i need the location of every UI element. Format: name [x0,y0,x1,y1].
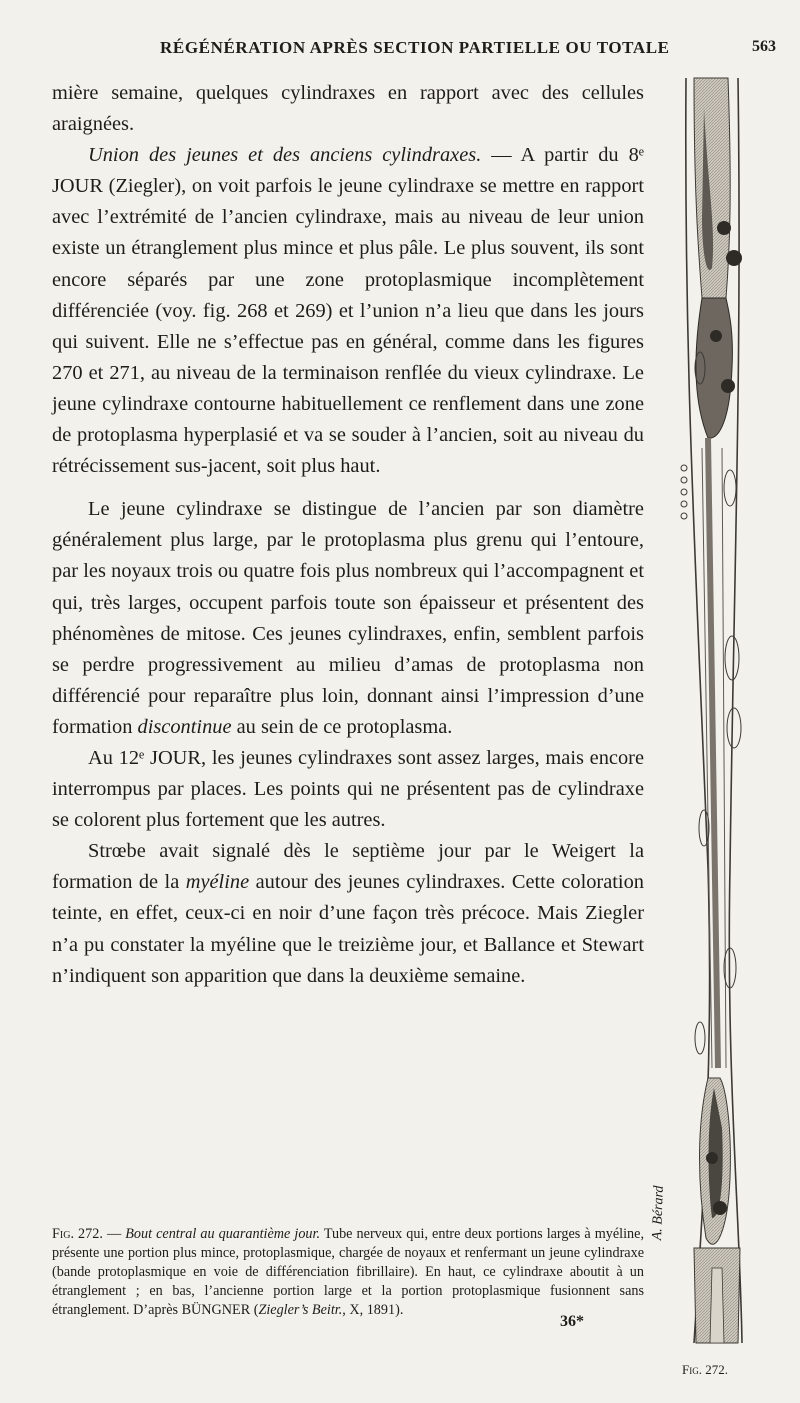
nerve-fiber-illustration [672,68,772,1348]
figure-label: Fig. 272. [682,1362,728,1377]
paragraph-5-text-b: autour des jeunes cylindraxes. Cette coloration teinte, en effet, ceux-ci en noir d’une façon très précoce. Mais Ziegler n’a pu constater la myéline que le treizième jour, et Ballance et Stewart n’indiquent son apparition que dans la deuxième semaine. [52,871,644,987]
caption-dash: — [106,1226,126,1242]
paragraph-2-text: — A partir du 8ᵉ JOUR (Ziegler), on voit parfois le jeune cylindraxe se mettre en rapport avec l’extrémité de l’ancien cylindraxe, mais au niveau de leur union existe un étranglement plus mince et plus pâle. Le plus souvent, ils sont encore séparés par une zone protoplasmique incomplètement différenciée (voy. fig. 268 et 269) et l’union n’a lieu que dans les jours qui suivent. Elle ne s’effectue pas en général, comme dans les figures 270 et 271, au niveau de la terminaison renflée du vieux cylindraxe. Le jeune cylindraxe contourne habituellement ce renflement dans une zone de protoplasma hyperplasié et va se souder à l’ancien, soit au niveau du rétrécissement sus-jacent, soit plus haut. [52,144,644,478]
paragraph-3 [52,494,644,743]
figure-caption [52,1225,644,1320]
caption-title: Bout central au quarantième jour. [125,1226,321,1242]
paragraph-5 [52,836,644,991]
paragraph-5-text-a: Strœbe avait signalé dès le septième jour par le Weigert la formation de la [52,840,644,894]
paragraph-2 [52,140,644,482]
running-title: RÉGÉNÉRATION APRÈS SECTION PARTIELLE OU TOTALE [160,38,670,57]
page-number: 563 [752,38,776,55]
paragraph-1 [52,78,644,140]
caption-text-a: Tube nerveux qui, entre deux portions larges à myéline, présente une portion plus mince, protoplasmique, chargée de noyaux et renfermant un jeune cylindraxe (bande protoplasmique en voie de différenciation fibrillaire). En haut, ce cylindraxe aboutit à un étranglement ; en bas, l’ancienne portion large et la portion protoplasmique fusionnent sans étranglement. D’après BÜNGNER ( [52,1226,644,1318]
body-text [52,78,644,992]
paragraph-5-emphasis: myéline [185,871,250,894]
paragraph-4 [52,743,644,836]
paragraph-3-emphasis: discontinue [137,715,232,738]
paragraph-3-text-a: Le jeune cylindraxe se distingue de l’ancien par son diamètre généralement plus large, par le protoplasma plus grenu qui l’entoure, par les noyaux trois ou quatre fois plus nombreux qui l’accompagnent et qui, très larges, occupent parfois toute son épaisseur et présentent des phénomènes de mitose. Ces jeunes cylindraxes, enfin, semblent parfois se perdre progressivement au milieu d’amas de protoplasma non différencié pour reparaître plus loin, donnant ainsi l’impression d’une formation [52,498,644,738]
caption-source: Ziegler’s Beitr. [258,1302,343,1318]
paragraph-1-text: mière semaine, quelques cylindraxes en rapport avec des cellules araignées. [52,82,644,136]
page-header [0,38,800,68]
signature-mark: 36* [560,1313,584,1330]
caption-text-b: , X, 1891). [342,1302,404,1318]
section-heading: Union des jeunes et des anciens cylindraxes. [88,144,482,167]
artist-signature: A. Bérard [650,1185,667,1241]
caption-lead: Fig. 272. [52,1226,103,1242]
paragraph-3-text-b: au sein de ce protoplasma. [231,715,453,738]
paragraph-4-text: Au 12ᵉ JOUR, les jeunes cylindraxes sont assez larges, mais encore interrompus par places. Les points qui ne présentent pas de cylindraxe se colorent plus fortement que les autres. [52,746,644,832]
